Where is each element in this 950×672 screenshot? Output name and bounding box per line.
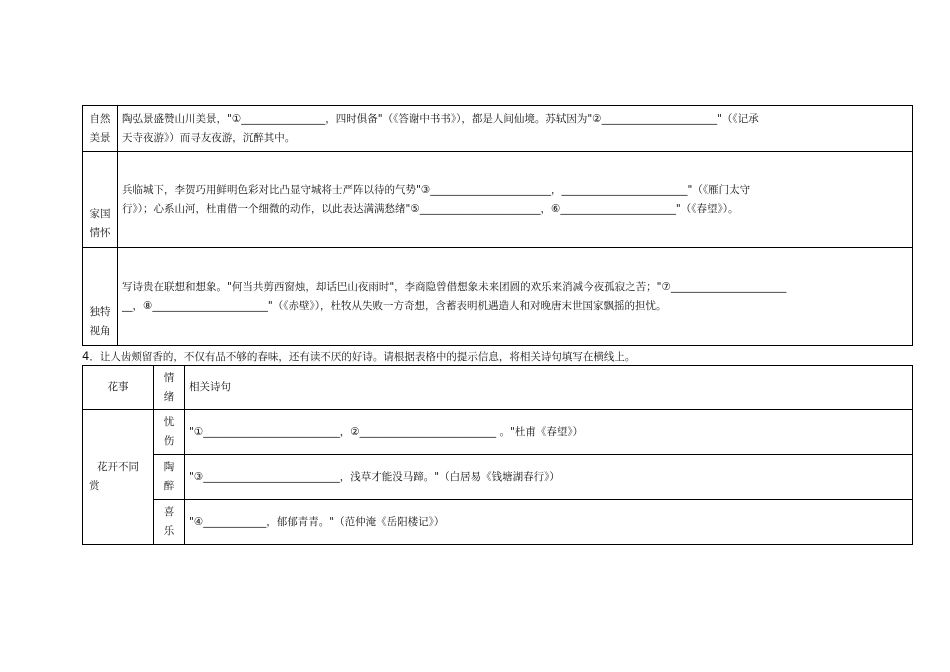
content-cell: 陶弘景盛赞山川美景，"①________________，四时俱备"（《答谢中书书》），都是人间仙境。苏轼因为"②______________________"（《记承 天寺夜游》）而寻友夜游，沉醉其中。 [118,106,913,152]
header-emotion: 情 绪 [154,366,185,410]
poem-line-cell: "④____________，郁郁青青。"（范仲淹《岳阳楼记》） [185,500,913,545]
flower-event-cell: 花开不同 赏 [83,410,154,545]
content-cell: 兵临城下，李贺巧用鲜明色彩对比凸显守城将士严阵以待的气势"③_______________________，________________________"（《雁门太守 行》）；心系山河，杜甫借一个细微的动作，以此表达满满愁绪"⑤_______________________，⑥______________________"（《春望》）。 [118,152,913,248]
header-related-lines: 相关诗句 [185,366,913,410]
table-row [83,410,913,455]
category-cell: 独特 视角 [83,248,118,346]
table-row [83,106,913,152]
table-row [83,248,913,346]
content-cell: 写诗贵在联想和想象。"何当共剪西窗烛，却话巴山夜雨时"，李商隐曾借想象未来团圆的欢乐来消减今夜孤寂之苦；"⑦______________________ __，⑧______________________"（《赤壁》），杜牧从失败一方奇想，含蓄表明机遇造人和对晚唐末世国家飘摇的担忧。 [118,248,913,346]
question-4-stem [82,349,635,364]
category-cell: 自然 美景 [83,106,118,152]
question-text: ．让人齿颊留香的，不仅有品不够的春味，还有读不厌的好诗。请根据表格中的提示信息，将相关诗句填写在横线上。 [89,351,636,363]
emotion-cell: 忧 伤 [154,410,185,455]
poem-line-cell: "③__________________________，浅草才能没马蹄。"（白居易《钱塘湖春行》） [185,455,913,500]
emotion-cell: 陶 醉 [154,455,185,500]
poetry-theme-table [82,105,913,346]
table-row [83,500,913,545]
category-cell: 家国 情怀 [83,152,118,248]
emotion-cell: 喜 乐 [154,500,185,545]
poem-line-cell: "①__________________________，②__________________________ 。"杜甫《春望》） [185,410,913,455]
table-row [83,455,913,500]
header-flower-event: 花事 [83,366,154,410]
question-number: 4 [82,349,90,363]
table-header-row [83,366,913,410]
table-row [83,152,913,248]
flower-poetry-table [82,365,913,545]
